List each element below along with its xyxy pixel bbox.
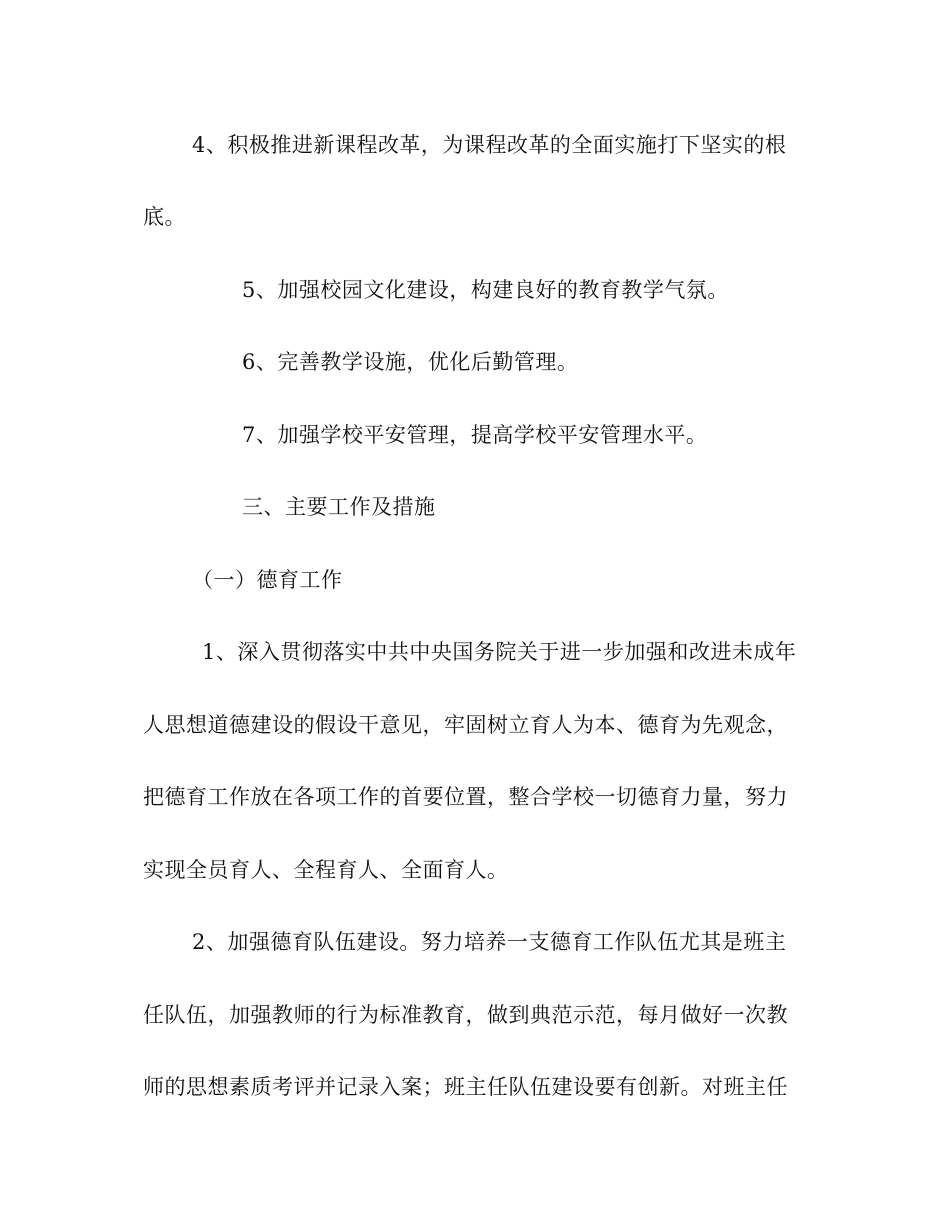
section-heading: 三、主要工作及措施: [242, 495, 436, 519]
paragraph-line: 任队伍，加强教师的行为标准教育，做到典范示范，每月做好一次教: [143, 1003, 788, 1027]
paragraph-line: 人思想道德建设的假设干意见，牢固树立育人为本、德育为先观念，: [143, 713, 788, 737]
paragraph-line: 2、加强德育队伍建设。努力培养一支德育工作队伍尤其是班主: [192, 930, 787, 954]
paragraph-line: 师的思想素质考评并记录入案；班主任队伍建设要有创新。对班主任: [143, 1075, 788, 1099]
paragraph-line: 5、加强校园文化建设，构建良好的教育教学气氛。: [242, 278, 729, 302]
paragraph-line: 把德育工作放在各项工作的首要位置，整合学校一切德育力量，努力: [143, 785, 788, 809]
subsection-heading: （一）德育工作: [192, 568, 343, 592]
paragraph-line: 4、积极推进新课程改革，为课程改革的全面实施打下坚实的根: [192, 133, 787, 157]
paragraph-line: 底。: [143, 205, 186, 229]
paragraph-line: 1、深入贯彻落实中共中央国务院关于进一步加强和改进未成年: [202, 640, 797, 664]
paragraph-line: 实现全员育人、全程育人、全面育人。: [143, 858, 509, 882]
paragraph-line: 6、完善教学设施，优化后勤管理。: [242, 350, 579, 374]
paragraph-line: 7、加强学校平安管理，提高学校平安管理水平。: [242, 423, 708, 447]
